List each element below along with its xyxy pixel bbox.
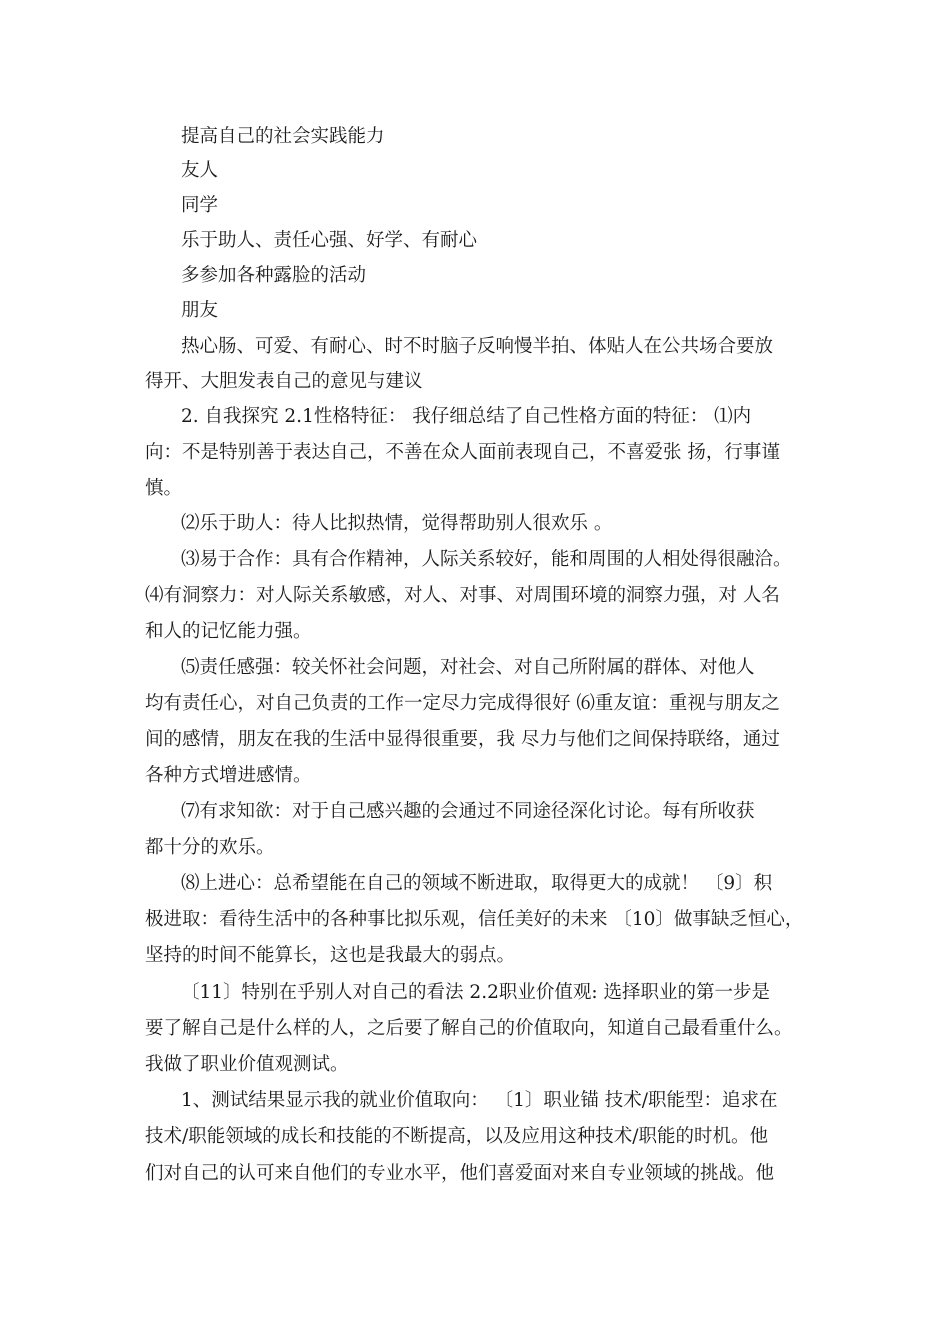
text-line: 提高自己的社会实践能力 [181, 126, 385, 147]
text-line: 们对自己的认可来自他们的专业水平，他们喜爱面对来自专业领域的挑战。他 [145, 1163, 775, 1184]
text-line: 均有责任心，对自己负责的工作一定尽力完成得很好 ⑹重友谊：重视与朋友之 [145, 693, 780, 714]
text-line: 技术/职能领域的成长和技能的不断提高，以及应用这种技术/职能的时机。他 [145, 1126, 768, 1147]
text-line: ⑻上进心：总希望能在自己的领域不断进取，取得更大的成就！ 〔9〕积 [181, 873, 773, 894]
text-line: 同学 [181, 195, 219, 216]
text-line: 朋友 [181, 300, 219, 321]
text-line: 〔11〕特别在乎别人对自己的看法 2.2职业价值观: 选择职业的第一步是 [181, 982, 770, 1003]
text-line: ⑸责任感强：较关怀社会问题，对社会、对自己所附属的群体、对他人 [181, 657, 755, 678]
text-line: ⑶易于合作：具有合作精神，人际关系较好，能和周围的人相处得很融洽。 [181, 549, 792, 570]
text-line: 都十分的欢乐。 [145, 837, 275, 858]
text-line: 我做了职业价值观测试。 [145, 1054, 349, 1075]
text-line: 友人 [181, 160, 219, 181]
text-line: 乐于助人、责任心强、好学、有耐心 [181, 230, 478, 251]
text-line: 极进取：看待生活中的各种事比拟乐观，信任美好的未来 〔10〕做事缺乏恒心， [145, 909, 804, 930]
text-line: 热心肠、可爱、有耐心、时不时脑子反响慢半拍、体贴人在公共场合要放 [181, 336, 774, 357]
text-line: 向：不是特别善于表达自己，不善在众人面前表现自己，不喜爱张 扬，行事谨 [145, 442, 780, 463]
text-line: 要了解自己是什么样的人，之后要了解自己的价值取向，知道自己最看重什么。 [145, 1018, 793, 1039]
text-line: 1、测试结果显示我的就业价值取向： 〔1〕职业锚 技术/职能型：追求在 [181, 1090, 778, 1111]
text-line: 坚持的时间不能算长，这也是我最大的弱点。 [145, 945, 516, 966]
text-line: ⑷有洞察力：对人际关系敏感，对人、对事、对周围环境的洞察力强，对 人名 [145, 585, 780, 606]
text-line: ⑺有求知欲：对于自己感兴趣的会通过不同途径深化讨论。每有所收获 [181, 801, 755, 822]
text-line: 慎。 [145, 478, 183, 499]
text-line: ⑵乐于助人：待人比拟热情，觉得帮助别人很欢乐 。 [181, 513, 613, 534]
text-line: 和人的记忆能力强。 [145, 621, 312, 642]
text-line: 多参加各种露脸的活动 [181, 265, 367, 286]
text-line: 各种方式增进感情。 [145, 765, 312, 786]
text-line: 间的感情，朋友在我的生活中显得很重要，我 尽力与他们之间保持联络，通过 [145, 729, 780, 750]
text-line: 2. 自我探究 2.1性格特征： 我仔细总结了自己性格方面的特征： ⑴内 [181, 406, 752, 427]
text-line: 得开、大胆发表自己的意见与建议 [145, 371, 423, 392]
